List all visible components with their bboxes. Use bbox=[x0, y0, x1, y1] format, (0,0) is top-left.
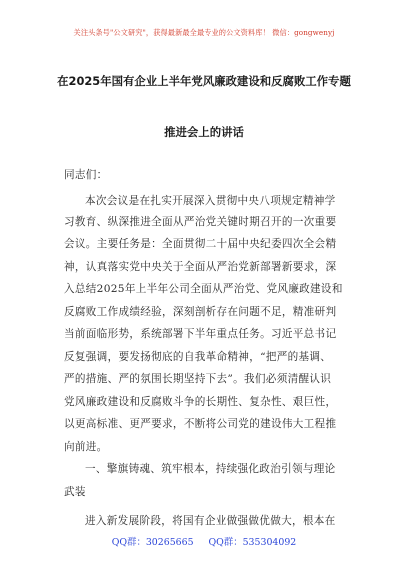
header-note: 关注头条号"公文研究"，获得最新最全最专业的公文资料库！ 微信：gongwenyj bbox=[73, 28, 335, 37]
document-title-line-1: 在2025年国有企业上半年党风廉政建设和反腐败工作专题 bbox=[57, 74, 351, 88]
body-line: 当前面临形势，系统部署下半年重点任务。习近平总书记 bbox=[64, 328, 337, 340]
body-line: 以更高标准、更严要求，不断将公司党的建设伟大工程推 bbox=[64, 418, 337, 430]
body-line: 向前进。 bbox=[64, 441, 108, 453]
section-heading-cont: 武装 bbox=[64, 486, 86, 498]
section-heading: 一、擎旗铸魂、筑牢根本，持续强化政治引领与理论 bbox=[85, 463, 336, 475]
footer-qq-groups: QQ群：30265665 QQ群：535304092 bbox=[111, 537, 297, 548]
salutation: 同志们： bbox=[64, 169, 108, 181]
document-title-line-2: 推进会上的讲话 bbox=[164, 125, 244, 139]
body-line: 反复强调，要发扬彻底的自我革命精神，“把严的基调、 bbox=[64, 351, 332, 363]
body-line: 本次会议是在扎实开展深入贯彻中央八项规定精神学 bbox=[85, 195, 336, 207]
body-line: 党风廉政建设和反腐败斗争的长期性、复杂性、艰巨性， bbox=[64, 396, 337, 408]
body-line: 神，认真落实党中央关于全面从严治党新部署新要求，深 bbox=[64, 261, 337, 273]
body-line: 入总结2025年上半年公司全面从严治党、党风廉政建设和 bbox=[64, 283, 343, 295]
body-line: 严的措施、严的氛围长期坚持下去”。我们必须清醒认识 bbox=[64, 373, 332, 385]
body-line: 进入新发展阶段，将国有企业做强做优做大，根本在 bbox=[85, 515, 336, 527]
body-line: 习教育、纵深推进全面从严治党关键时期召开的一次重要 bbox=[64, 216, 337, 228]
body-line: 反腐败工作成绩经验，深刻剖析存在问题不足，精准研判 bbox=[64, 306, 337, 318]
body-line: 会议。主要任务是：全面贯彻二十届中央纪委四次全会精 bbox=[64, 238, 337, 250]
